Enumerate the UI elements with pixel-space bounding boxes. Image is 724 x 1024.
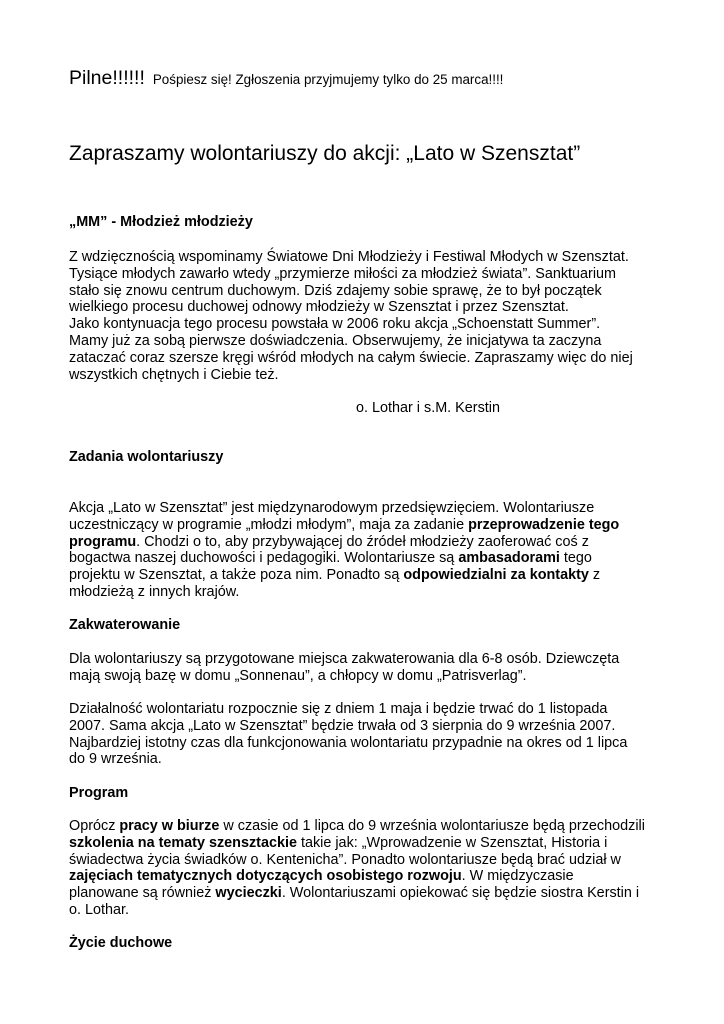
text-line: Tysiące młodych zawarło wtedy „przymierze miłości za młodzież świata”. Sanktuarium	[69, 265, 617, 282]
text-line: młodzieżą z innych krajów.	[69, 583, 240, 600]
text-run: tego	[559, 550, 592, 567]
text-line: Mamy już za sobą pierwsze doświadczenia. Obserwujemy, że inicjatywa ta zaczyna	[69, 332, 602, 349]
text-run: Oprócz	[69, 818, 120, 834]
text-line: o. Lothar.	[69, 901, 130, 918]
text-line: zataczać coraz szersze kręgi wśród młodych na całym świecie. Zapraszamy więc do niej	[69, 349, 633, 366]
text-line: Jako kontynuacja tego procesu powstała w 2006 roku akcja „Schoenstatt Summer”.	[69, 316, 601, 333]
text-line: stało się znowu centrum duchowym. Dziś zdajemy sobie sprawę, że to był początek	[69, 282, 602, 299]
section-heading-housing: Zakwaterowanie	[69, 617, 181, 633]
program-paragraph	[69, 818, 669, 919]
text-line	[69, 818, 669, 835]
text-line	[69, 534, 669, 551]
bold-run: odpowiedzialni za kontakty	[403, 567, 589, 584]
text-run: . W międzyczasie	[461, 868, 574, 885]
text-line	[69, 835, 669, 852]
text-run: bogactwa naszej duchowości i pedagogiki. Wolontariusze są	[69, 550, 459, 567]
text-line	[69, 868, 669, 885]
text-line: do 9 września.	[69, 751, 162, 768]
text-line: mają swoją bazę w domu „Sonnenau”, a chłopcy w domu „Patrisverlag”.	[69, 667, 527, 684]
signature: o. Lothar i s.M. Kerstin	[356, 400, 500, 416]
bold-run: ambasadorami	[458, 550, 560, 567]
bold-run: wycieczki	[215, 885, 282, 902]
text-line: świadectwa życia świadków o. Kentenicha”. Ponadto wolontariusze będą brać udział w	[69, 851, 621, 868]
mm-paragraph	[69, 249, 669, 383]
section-heading-tasks: Zadania wolontariuszy	[69, 449, 224, 465]
page-title: Zapraszamy wolontariuszy do akcji: „Lato w Szensztat”	[69, 142, 581, 165]
text-line	[69, 567, 669, 584]
tasks-paragraph	[69, 500, 669, 601]
section-heading-program: Program	[69, 785, 129, 801]
bold-run: pracy w biurze	[119, 818, 220, 834]
text-run: z	[588, 567, 601, 584]
text-line: Działalność wolontariatu rozpocznie się z dniem 1 maja i będzie trwać do 1 listopada	[69, 701, 608, 717]
text-line: Z wdzięcznością wspominamy Światowe Dni Młodzieży i Festiwal Młodych w Szensztat.	[69, 249, 629, 265]
dates-paragraph	[69, 701, 669, 768]
text-run: planowane są również	[69, 885, 216, 902]
urgent-line	[69, 67, 669, 89]
text-line	[69, 517, 669, 534]
text-line: Akcja „Lato w Szensztat” jest międzynarodowym przedsięwzięciem. Wolontariusze	[69, 500, 595, 516]
text-run: w czasie od 1 lipca do 9 września wolontariusze będą przechodzili	[219, 818, 645, 834]
text-line: 2007. Sama akcja „Lato w Szensztat” będzie trwała od 3 sierpnia do 9 września 2007.	[69, 717, 616, 734]
text-run: takie jak: „Wprowadzenie w Szensztat, Historia i	[296, 834, 608, 851]
text-line: Dla wolontariuszy są przygotowane miejsca zakwaterowania dla 6-8 osób. Dziewczęta	[69, 651, 620, 667]
bold-run: zajęciach tematycznych dotyczących osobistego rozwoju	[69, 868, 462, 885]
urgent-label: Pilne!!!!!!	[69, 67, 145, 89]
bold-run: przeprowadzenie tego	[468, 516, 620, 533]
text-line: Najbardziej istotny czas dla funkcjonowania wolontariatu przypadnie na okres od 1 lipca	[69, 734, 628, 751]
text-run: . Wolontariuszami opiekować się będzie siostra Kerstin i	[281, 885, 640, 902]
text-line	[69, 885, 669, 902]
text-run: projektu w Szensztat, a także poza nim. Ponadto są	[69, 567, 404, 584]
text-line: wszystkich chętnych i Ciebie też.	[69, 366, 279, 383]
text-run: uczestniczący w programie „młodzi młodym”, maja za zadanie	[69, 516, 469, 533]
section-heading-spiritual: Życie duchowe	[69, 935, 173, 951]
bold-run: programu	[69, 533, 137, 550]
urgent-note: Pośpiesz się! Zgłoszenia przyjmujemy tylko do 25 marca!!!!	[152, 72, 504, 87]
section-heading-mm: „MM” - Młodzież młodzieży	[69, 214, 253, 230]
text-run: . Chodzi o to, aby przybywającej do źródeł młodzieży zaoferować coś z	[136, 533, 589, 550]
bold-run: szkolenia na tematy szensztackie	[69, 834, 297, 851]
text-line: wielkiego procesu duchowej odnowy młodzieży w Szensztat i przez Szensztat.	[69, 299, 569, 316]
text-line	[69, 550, 669, 567]
housing-paragraph	[69, 651, 669, 685]
